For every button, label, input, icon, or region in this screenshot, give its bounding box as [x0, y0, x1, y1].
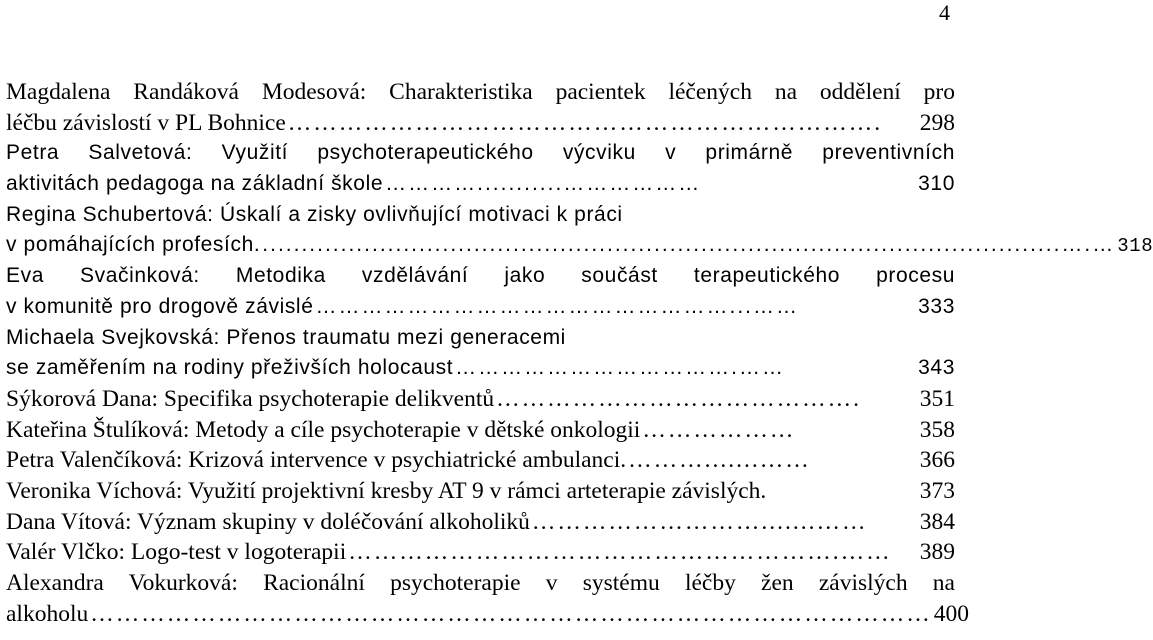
toc-leader-dots: ………………………………………………………………………………………: [90, 600, 932, 627]
toc-leader-dots: ………………………………………………….……: [348, 539, 892, 566]
toc-entry-title: Regina Schubertová: Úskalí a zisky ovlivňující motivaci k práci: [6, 202, 623, 226]
toc-entry[interactable]: [6, 568, 969, 629]
toc-page-number[interactable]: 358: [919, 416, 955, 443]
toc-page-number[interactable]: 343: [918, 356, 955, 380]
toc-entry[interactable]: [6, 445, 955, 476]
toc-page-number[interactable]: 400: [933, 600, 969, 627]
toc-entry-line: [6, 415, 955, 446]
toc-page-number[interactable]: 333: [918, 294, 955, 318]
toc-entry-title: Michaela Svejkovská: Přenos traumatu mezi generacemi: [6, 325, 566, 349]
toc-page-number[interactable]: 298: [919, 109, 955, 136]
toc-entry-title: Dana Vítová: Význam skupiny v doléčování alkoholiků: [6, 508, 530, 535]
toc-entry-title: Magdalena Randáková Modesová: Charakteristika pacientek léčených na oddělení pro: [6, 79, 955, 105]
toc-entry-line: [6, 445, 955, 476]
toc-entry-title: Sýkorová Dana: Specifika psychoterapie delikventů: [6, 385, 495, 412]
toc-entry-continuation: [6, 108, 955, 139]
toc-entry-title-end: léčbu závislostí v PL Bohnice: [6, 109, 286, 136]
toc-page-number[interactable]: 373: [919, 477, 955, 504]
toc-leader-dots: …………………………………….: [496, 385, 862, 412]
toc-leader-dots: ……………………………….……: [455, 356, 786, 380]
toc-entry-title-end: aktivitách pedagoga na základní škole: [6, 172, 384, 196]
toc-leader-dots: ………………: [642, 416, 796, 443]
toc-entry-title: Kateřina Štulíková: Metody a cíle psychoterapie v dětské onkologii: [6, 416, 641, 443]
toc-leader-dots: ……….......……: [628, 447, 811, 474]
toc-entry-continuation: [6, 169, 955, 200]
toc-entry[interactable]: [6, 415, 955, 446]
toc-entry[interactable]: [6, 138, 955, 199]
toc-entry[interactable]: [6, 261, 955, 322]
toc-entry-continuation: [6, 353, 955, 384]
toc-leader-dots: ……………………….......……: [531, 508, 868, 535]
toc-entry-line: [6, 476, 955, 507]
toc-leader-dots: ………………………………………………...……: [315, 294, 799, 318]
toc-entry[interactable]: [6, 384, 955, 415]
toc-entry-title: Eva Svačinková: Metodika vzdělávání jako součást terapeutického procesu: [6, 264, 955, 288]
toc-entry-title-end: se zaměřením na rodiny přeživších holocaust: [6, 356, 454, 380]
toc-leader-dots: …………………………………………………………….: [287, 109, 883, 136]
toc-leader-dots: …………...........………………: [385, 172, 702, 196]
toc-entry-title: Petra Valenčíková: Krizová intervence v psychiatrické ambulanci.: [6, 447, 627, 474]
toc-page-number[interactable]: 351: [919, 385, 955, 412]
toc-page-number[interactable]: 389: [919, 539, 955, 566]
toc-entry-title: Valér Vlčko: Logo-test v logoterapii: [6, 539, 347, 566]
toc-entry-line: [6, 537, 955, 568]
toc-entry[interactable]: [6, 507, 955, 538]
toc-entry-line: [6, 384, 955, 415]
toc-entry-title: Petra Salvetová: Využití psychoterapeutického výcviku v primárně preventivních: [6, 141, 955, 165]
toc-entry[interactable]: [6, 323, 955, 384]
toc-entry-title-end: alkoholu: [6, 600, 89, 627]
toc-page-number[interactable]: 384: [919, 508, 955, 535]
page-number: 4: [939, 0, 950, 25]
table-of-contents: [6, 77, 1153, 629]
toc-entry-line: [6, 507, 955, 538]
toc-entry[interactable]: [6, 476, 955, 507]
toc-entry-continuation: [6, 292, 955, 323]
toc-entry-title: Alexandra Vokurková: Racionální psychoterapie v systému léčby žen závislých na: [6, 570, 955, 596]
toc-entry[interactable]: [6, 200, 1153, 261]
toc-page-number[interactable]: 318: [1117, 235, 1153, 258]
toc-page-number[interactable]: 310: [918, 172, 955, 196]
toc-entry[interactable]: [6, 537, 955, 568]
toc-entry-title: Veronika Víchová: Využití projektivní kresby AT 9 v rámci arteterapie závislých.: [6, 477, 767, 504]
toc-page-number[interactable]: 366: [919, 447, 955, 474]
toc-entry-title-end: v komunitě pro drogově závislé: [6, 294, 314, 318]
toc-entry-continuation: [6, 230, 1153, 261]
toc-entry[interactable]: [6, 77, 955, 138]
toc-entry-continuation: [6, 599, 969, 630]
toc-entry-title-end: v pomáhajících profesích.: [6, 233, 261, 257]
toc-leader-dots: ......................................................................................................….…: [262, 233, 1116, 257]
